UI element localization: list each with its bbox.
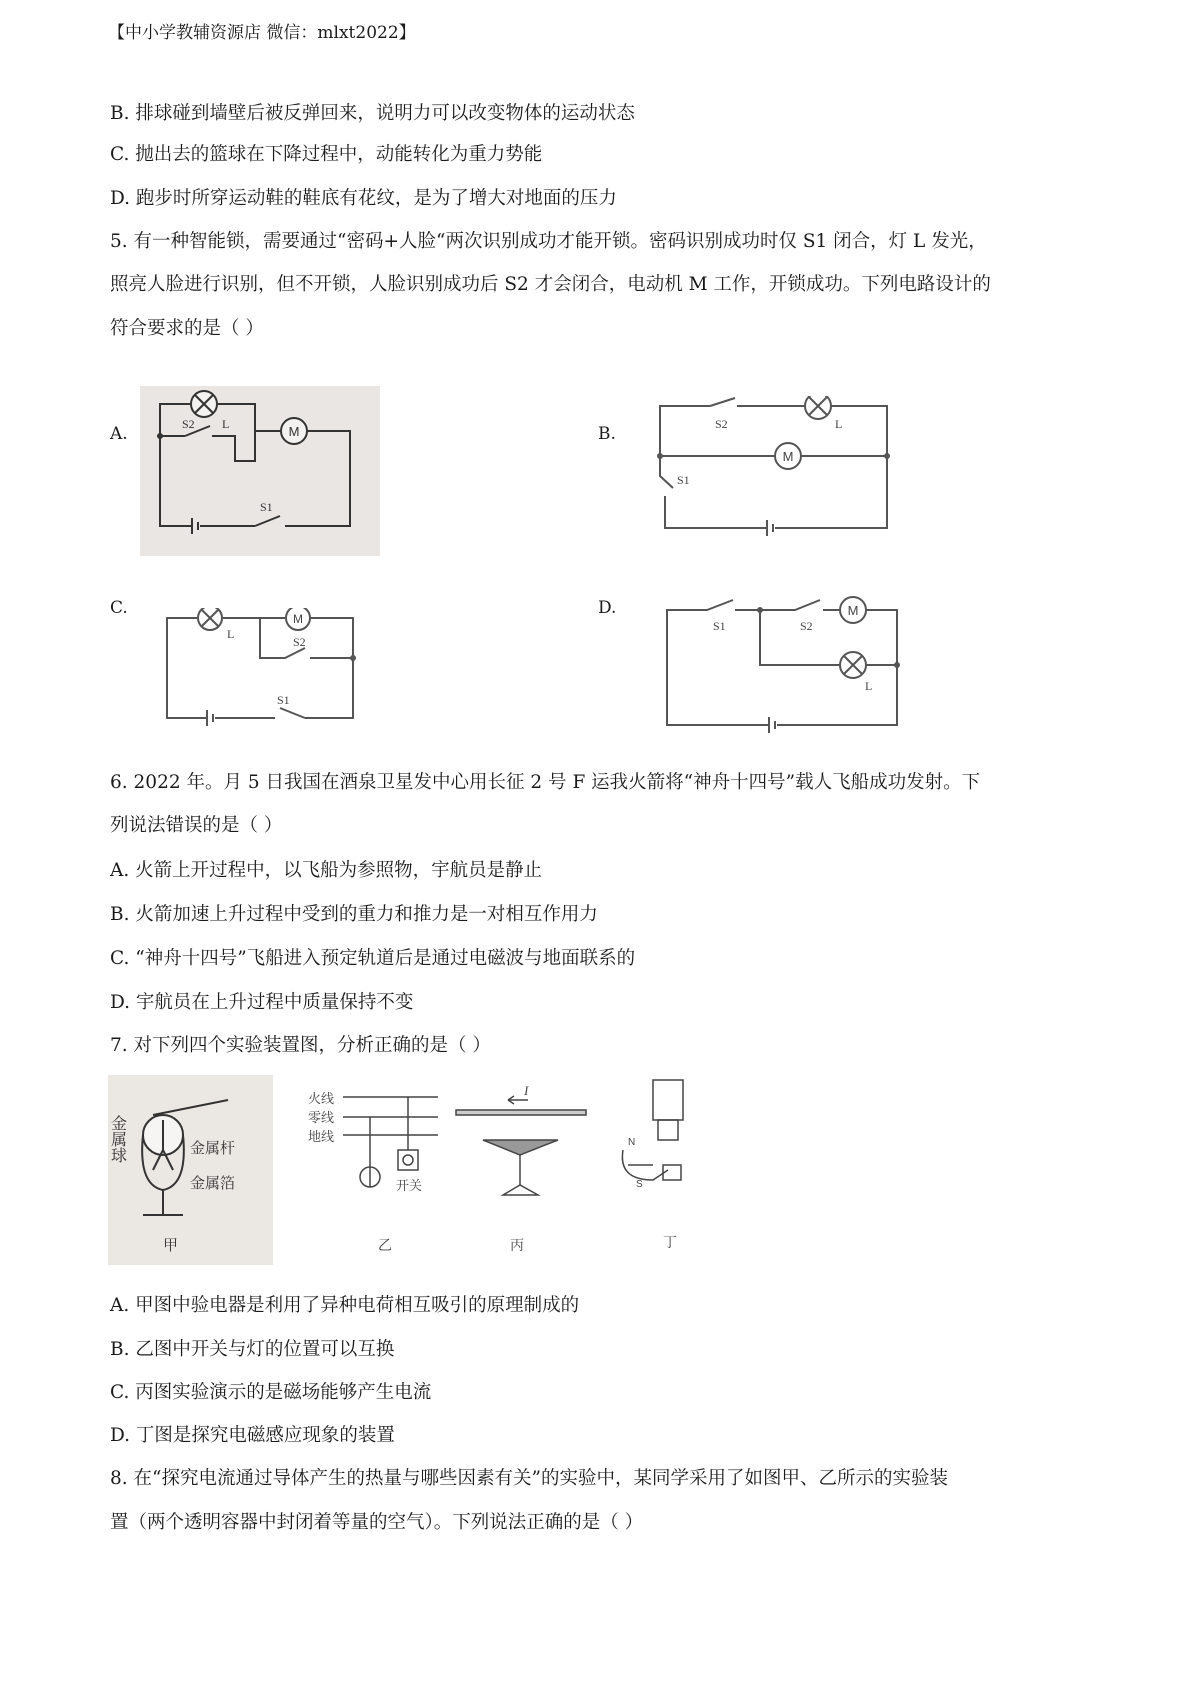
q6-stem-line1: 6. 2022 年。月 5 日我国在酒泉卫星发中心用长征 2 号 F 运我火箭将“神舟十四号”载人飞船成功发射。下 xyxy=(110,772,981,793)
q6-option-d: D. 宇航员在上升过程中质量保持不变 xyxy=(110,992,414,1013)
q8-stem-line1: 8. 在“探究电流通过导体产生的热量与哪些因素有关”的实验中，某同学采用了如图甲、乙所示的实验装 xyxy=(110,1468,948,1489)
motor-label-b: M xyxy=(782,449,794,464)
motor-label-d: M xyxy=(847,603,859,618)
metal-foil-label: 金属箔 xyxy=(190,1174,236,1192)
s1-label-b: S1 xyxy=(677,473,690,487)
ground-wire-label: 地线 xyxy=(308,1130,335,1145)
s-pole-label: S xyxy=(636,1179,643,1190)
lamp-label-d: L xyxy=(865,679,873,693)
lamp-label-b: L xyxy=(835,417,843,431)
q5-option-d-letter: D. xyxy=(598,598,617,618)
lamp-label-a: L xyxy=(222,417,230,431)
q6-option-c: C. “神舟十四号”飞船进入预定轨道后是通过电磁波与地面联系的 xyxy=(110,948,636,969)
neutral-wire-label: 零线 xyxy=(308,1111,335,1126)
motor-label-a: M xyxy=(288,424,300,439)
household-wiring-yi xyxy=(343,1097,438,1187)
q7-stem: 7. 对下列四个实验装置图，分析正确的是（ ） xyxy=(110,1035,491,1056)
oersted-bing xyxy=(456,1096,586,1195)
q4-option-c: C. 抛出去的篮球在下降过程中，动能转化为重力势能 xyxy=(110,144,543,165)
s2-label-d: S2 xyxy=(800,619,813,633)
lamp-label-c: L xyxy=(227,627,235,641)
s2-label-b: S2 xyxy=(715,417,728,431)
q4-option-d: D. 跑步时所穿运动鞋的鞋底有花纹，是为了增大对地面的压力 xyxy=(110,188,617,209)
q7-option-d: D. 丁图是探究电磁感应现象的装置 xyxy=(110,1425,395,1446)
metal-rod-label: 金属杆 xyxy=(190,1139,236,1157)
q8-stem-line2: 置（两个透明容器中封闭着等量的空气）。下列说法正确的是（ ） xyxy=(110,1512,644,1533)
q5-option-b-letter: B. xyxy=(598,424,616,444)
fig-bing-label: 丙 xyxy=(510,1238,524,1254)
n-pole-label: N xyxy=(628,1137,636,1148)
q6-stem-line2: 列说法错误的是（ ） xyxy=(110,815,283,836)
q7-figure xyxy=(108,1075,788,1265)
motor-demo-ding xyxy=(622,1080,683,1180)
fig-ding-label: 丁 xyxy=(663,1235,677,1251)
s1-label-d: S1 xyxy=(713,619,726,633)
page-header: 【中小学教辅资源店 微信：mlxt2022】 xyxy=(108,23,416,43)
q5-stem-line2: 照亮人脸进行识别，但不开锁，人脸识别成功后 S2 才会闭合，电动机 M 工作，开锁成功。下列电路设计的 xyxy=(110,274,991,295)
circuit-c xyxy=(165,608,365,728)
live-wire-label: 火线 xyxy=(308,1092,335,1107)
circuit-d xyxy=(665,595,905,735)
circuit-a xyxy=(140,386,380,556)
q6-option-b: B. 火箭加速上升过程中受到的重力和推力是一对相互作用力 xyxy=(110,904,598,925)
q7-option-a: A. 甲图中验电器是利用了异种电荷相互吸引的原理制成的 xyxy=(110,1295,580,1316)
s2-label-c: S2 xyxy=(293,635,306,649)
q6-option-a: A. 火箭上开过程中，以飞船为参照物，宇航员是静止 xyxy=(110,860,543,881)
fig-jia-label: 甲 xyxy=(163,1236,179,1254)
q5-stem-line1: 5. 有一种智能锁，需要通过“密码+人脸“两次识别成功才能开锁。密码识别成功时仅 S1 闭合，灯 L 发光， xyxy=(110,231,987,252)
switch-label: 开关 xyxy=(396,1179,423,1194)
q5-option-a-letter: A. xyxy=(110,424,128,444)
q4-option-b: B. 排球碰到墙壁后被反弹回来，说明力可以改变物体的运动状态 xyxy=(110,103,635,124)
q7-option-c: C. 丙图实验演示的是磁场能够产生电流 xyxy=(110,1382,432,1403)
s1-label-a: S1 xyxy=(260,500,273,514)
motor-label-c: M xyxy=(293,612,303,626)
s2-label-a: S2 xyxy=(182,417,195,431)
q5-option-c-letter: C. xyxy=(110,598,128,618)
fig-yi-label: 乙 xyxy=(378,1238,392,1254)
s1-label-c: S1 xyxy=(277,693,290,707)
q5-stem-line3: 符合要求的是（ ） xyxy=(110,318,264,339)
circuit-b xyxy=(655,396,895,546)
current-label: I xyxy=(524,1083,529,1098)
q7-option-b: B. 乙图中开关与灯的位置可以互换 xyxy=(110,1339,395,1360)
metal-ball-label: 金属球 xyxy=(108,1115,128,1163)
